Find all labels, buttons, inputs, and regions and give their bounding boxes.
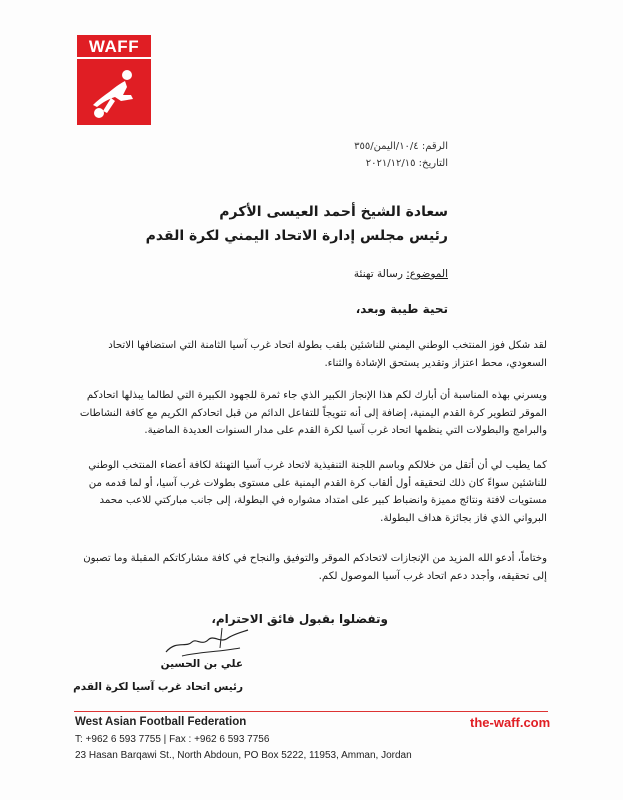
body-paragraph-1: لقد شكل فوز المنتخب الوطني اليمني للناشئين بلقب بطولة اتحاد غرب آسيا الثامنة التي استضافها الاتحاد السعودي، محط اعتزاز وتقدير يستحق الإشادة والثناء. <box>108 340 547 369</box>
logo-divider <box>77 57 151 59</box>
subject-line <box>354 268 448 280</box>
subject-label: الموضوع: <box>406 268 448 280</box>
organization-name: West Asian Football Federation <box>75 716 247 728</box>
signatory-name: علي بن الحسين <box>160 658 243 670</box>
recipient-title: رئيس مجلس إدارة الاتحاد اليمني لكرة القدم <box>145 228 448 244</box>
signatory-title: رئيس اتحاد غرب آسيا لكرة القدم <box>73 681 243 693</box>
subject-text: رسالة تهنئة <box>353 268 407 280</box>
reference-number: الرقم: ١٠/٤/اليمن/٣٥٥ <box>354 141 448 152</box>
footballer-icon <box>87 65 145 121</box>
logo-text: WAFF <box>88 37 140 56</box>
recipient-name: سعادة الشيخ أحمد العيسى الأكرم <box>219 204 448 220</box>
footer-divider <box>74 711 548 712</box>
body-paragraph-2: ويسرني بهذه المناسبة أن أبارك لكم هذا الإنجاز الكبير الذي جاء ثمرة للجهود الكبيرة التي لطالما يبذلها اتحادكم الموقر لتطوير كرة القدم اليمنية، إضافة إلى أنه تتويجاً للتفاعل الدائم من قبل اتحادكم الكريم مع كافة النشاطات والبرامج والبطولات التي ينظمها اتحاد غرب آسيا لكرة القدم على مدار السنوات العديدة الماضية. <box>79 390 547 436</box>
greeting: تحية طيبة وبعد، <box>355 302 448 316</box>
contact-info: T: +962 6 593 7755 | Fax : +962 6 593 7756 <box>75 734 270 745</box>
body-paragraph-4: وختاماً، أدعو الله المزيد من الإنجازات لاتحادكم الموقر والتوفيق والنجاح في كافة مشاركاتكم المقبلة وما تصبون إلى تحقيقه، وأجدد دعم اتحاد غرب آسيا الموصول لكم. <box>83 553 547 582</box>
body-paragraph-3: كما يطيب لي أن أتقل من خلالكم وباسم اللجنة التنفيذية لاتحاد غرب آسيا التهنئة لكافة أعضاء المنتخب الوطني للناشئين سواءً كان ذلك لتحقيقه أول ألقاب كرة القدم اليمنية على مستوى بطولات غرب آسيا، أو لما قدمه من مستويات لافتة ونتائج مميزة وانضباط كبير على امتداد مشواره في البطولة، إلى جانب مباركتي للاعب محمد البرواني الذي فاز بجائزة هداف البطولة. <box>88 460 547 524</box>
letter-date: التاريخ: ٢٠٢١/١٢/١٥ <box>365 158 448 169</box>
postal-address: 23 Hasan Barqawi St., North Abdoun, PO Box 5222, 11953, Amman, Jordan <box>75 750 412 761</box>
closing-line: وتفضلوا بقبول فائق الاحترام، <box>211 612 388 626</box>
waff-logo <box>77 35 151 125</box>
website-link[interactable]: the-waff.com <box>470 715 551 730</box>
